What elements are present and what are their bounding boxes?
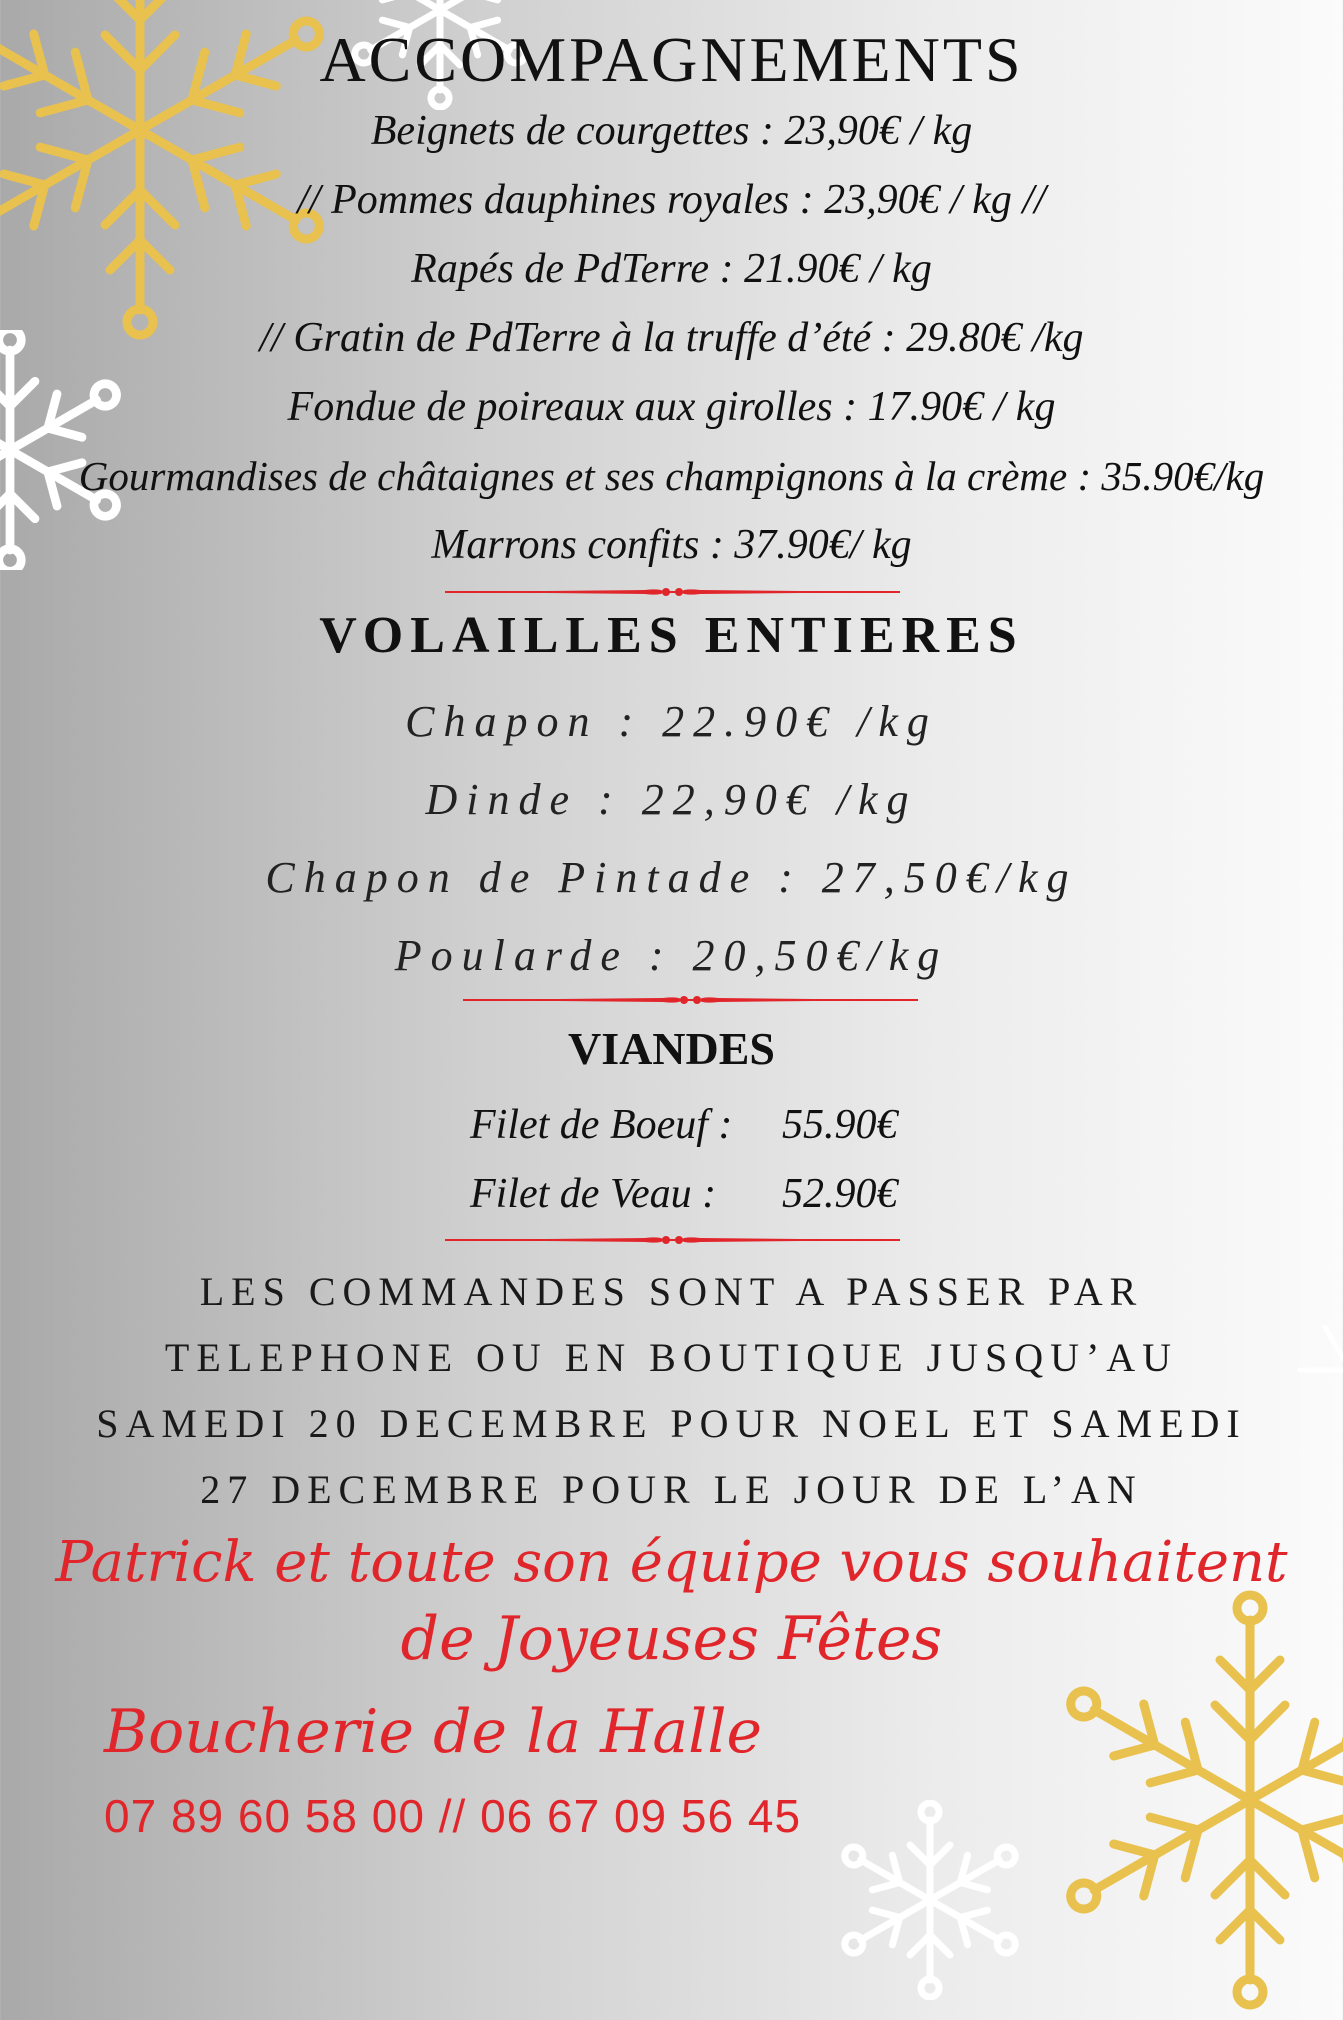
menu-item: Dinde : 22,90€ /kg <box>425 775 918 824</box>
item-price: 52.90€ <box>782 1171 898 1217</box>
notice-line: SAMEDI 20 DECEMBRE POUR NOEL ET SAMEDI <box>96 1401 1247 1446</box>
item-price: 55.90€ <box>782 1102 898 1148</box>
section-title-viandes: VIANDES <box>567 1023 776 1074</box>
menu-item: Chapon : 22.90€ /kg <box>405 697 938 746</box>
shop-phones: 07 89 60 58 00 // 06 67 09 56 45 <box>104 1790 802 1842</box>
notice-line: TELEPHONE OU EN BOUTIQUE JUSQU’AU <box>164 1335 1179 1380</box>
menu-item: Rapés de PdTerre : 21.90€ / kg <box>411 246 932 292</box>
item-name: Filet de Boeuf : <box>470 1102 733 1148</box>
shop-name: Boucherie de la Halle <box>104 1697 763 1767</box>
greeting-line: Patrick et toute son équipe vous souhaitent <box>55 1530 1288 1595</box>
section-title-volailles: VOLAILLES ENTIERES <box>319 607 1024 664</box>
notice-line: LES COMMANDES SONT A PASSER PAR <box>199 1269 1144 1314</box>
menu-item: Gourmandises de châtaignes et ses champignons à la crème : 35.90€/kg <box>78 453 1265 499</box>
section-title-accompagnements: ACCOMPAGNEMENTS <box>319 24 1024 95</box>
menu-item: Fondue de poireaux aux girolles : 17.90€ / kg <box>287 384 1056 430</box>
notice-line: 27 DECEMBRE POUR LE JOUR DE L’AN <box>200 1467 1143 1512</box>
menu-item: Beignets de courgettes : 23,90€ / kg <box>370 108 973 154</box>
menu-item: // Pommes dauphines royales : 23,90€ / kg // <box>297 177 1046 223</box>
divider-ornament <box>463 992 918 1008</box>
greeting-line: de Joyeuses Fêtes <box>400 1604 943 1674</box>
menu-item: // Gratin de PdTerre à la truffe d’été : 29.80€ /kg <box>259 315 1084 361</box>
menu-item: Chapon de Pintade : 27,50€/kg <box>265 853 1078 902</box>
item-name: Filet de Veau : <box>470 1171 717 1217</box>
snowflake-icon-white-bottom <box>830 1800 1030 2000</box>
divider-ornament <box>445 584 900 600</box>
menu-item: Poularde : 20,50€/kg <box>394 931 949 980</box>
menu-item <box>0 1099 1343 1151</box>
menu-item: Marrons confits : 37.90€/ kg <box>431 522 912 568</box>
menu-item <box>0 1168 1343 1220</box>
divider-ornament <box>445 1232 900 1248</box>
